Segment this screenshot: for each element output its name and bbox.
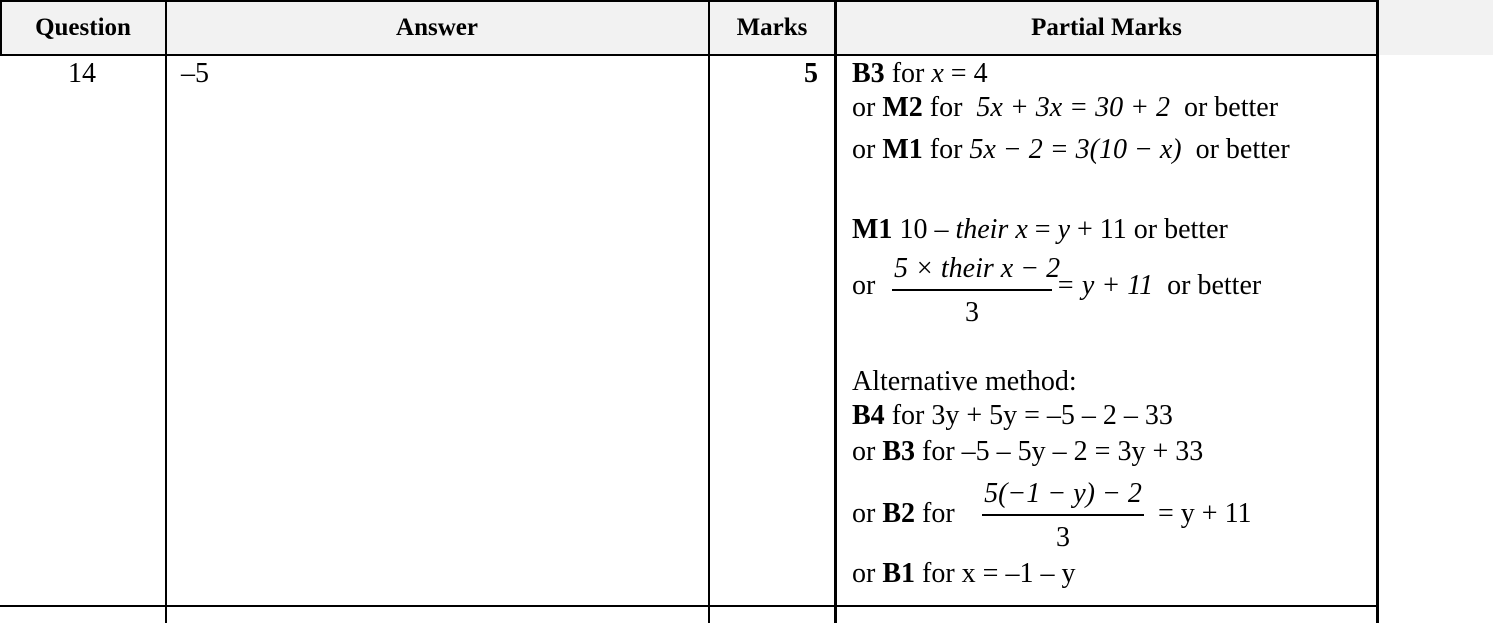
col-divider-3 <box>708 0 710 623</box>
equation-m2: 5x + 3x = 30 + 2 <box>976 92 1170 123</box>
partial-line-3: or M1 for 5x − 2 = 3(10 − x) or better <box>852 134 1290 165</box>
partial-line-5-rhs: = y + 11 or better <box>1056 270 1262 301</box>
row-bottom-border <box>0 605 1378 607</box>
header-marks: Marks <box>736 13 808 41</box>
partial-line-2: or M2 for 5x + 3x = 30 + 2 or better <box>852 92 1279 123</box>
col-divider-4 <box>834 0 837 623</box>
marks-value: 5 <box>804 58 818 89</box>
answer-value: –5 <box>181 58 209 89</box>
partial-line-1: B3 for x = 4 <box>852 58 988 89</box>
header-partial-marks: Partial Marks <box>1031 13 1182 41</box>
partial-line-9-rhs: = y + 11 <box>1158 498 1252 529</box>
partial-line-7: B4 for 3y + 5y = –5 – 2 – 33 <box>852 400 1173 431</box>
alternative-method-heading: Alternative method: <box>852 366 1077 397</box>
fraction-alt-method: 5(−1 − y) − 2 3 <box>982 480 1144 552</box>
partial-line-9-prefix: or B2 for <box>852 498 955 529</box>
question-number: 14 <box>68 58 96 89</box>
partial-line-4: M1 10 – their x = y + 11 or better <box>852 214 1228 245</box>
equation-m1: 5x − 2 = 3(10 − x) <box>969 134 1182 165</box>
partial-line-5-or: or <box>852 270 876 301</box>
partial-line-10: or B1 for x = –1 – y <box>852 558 1076 589</box>
fraction-their-x: 5 × their x − 2 3 <box>894 253 1061 328</box>
header-answer: Answer <box>396 13 478 41</box>
col-divider-5 <box>1376 0 1379 623</box>
header-question: Question <box>35 13 131 41</box>
col-divider-2 <box>165 0 167 623</box>
partial-line-8: or B3 for –5 – 5y – 2 = 3y + 33 <box>852 436 1204 467</box>
